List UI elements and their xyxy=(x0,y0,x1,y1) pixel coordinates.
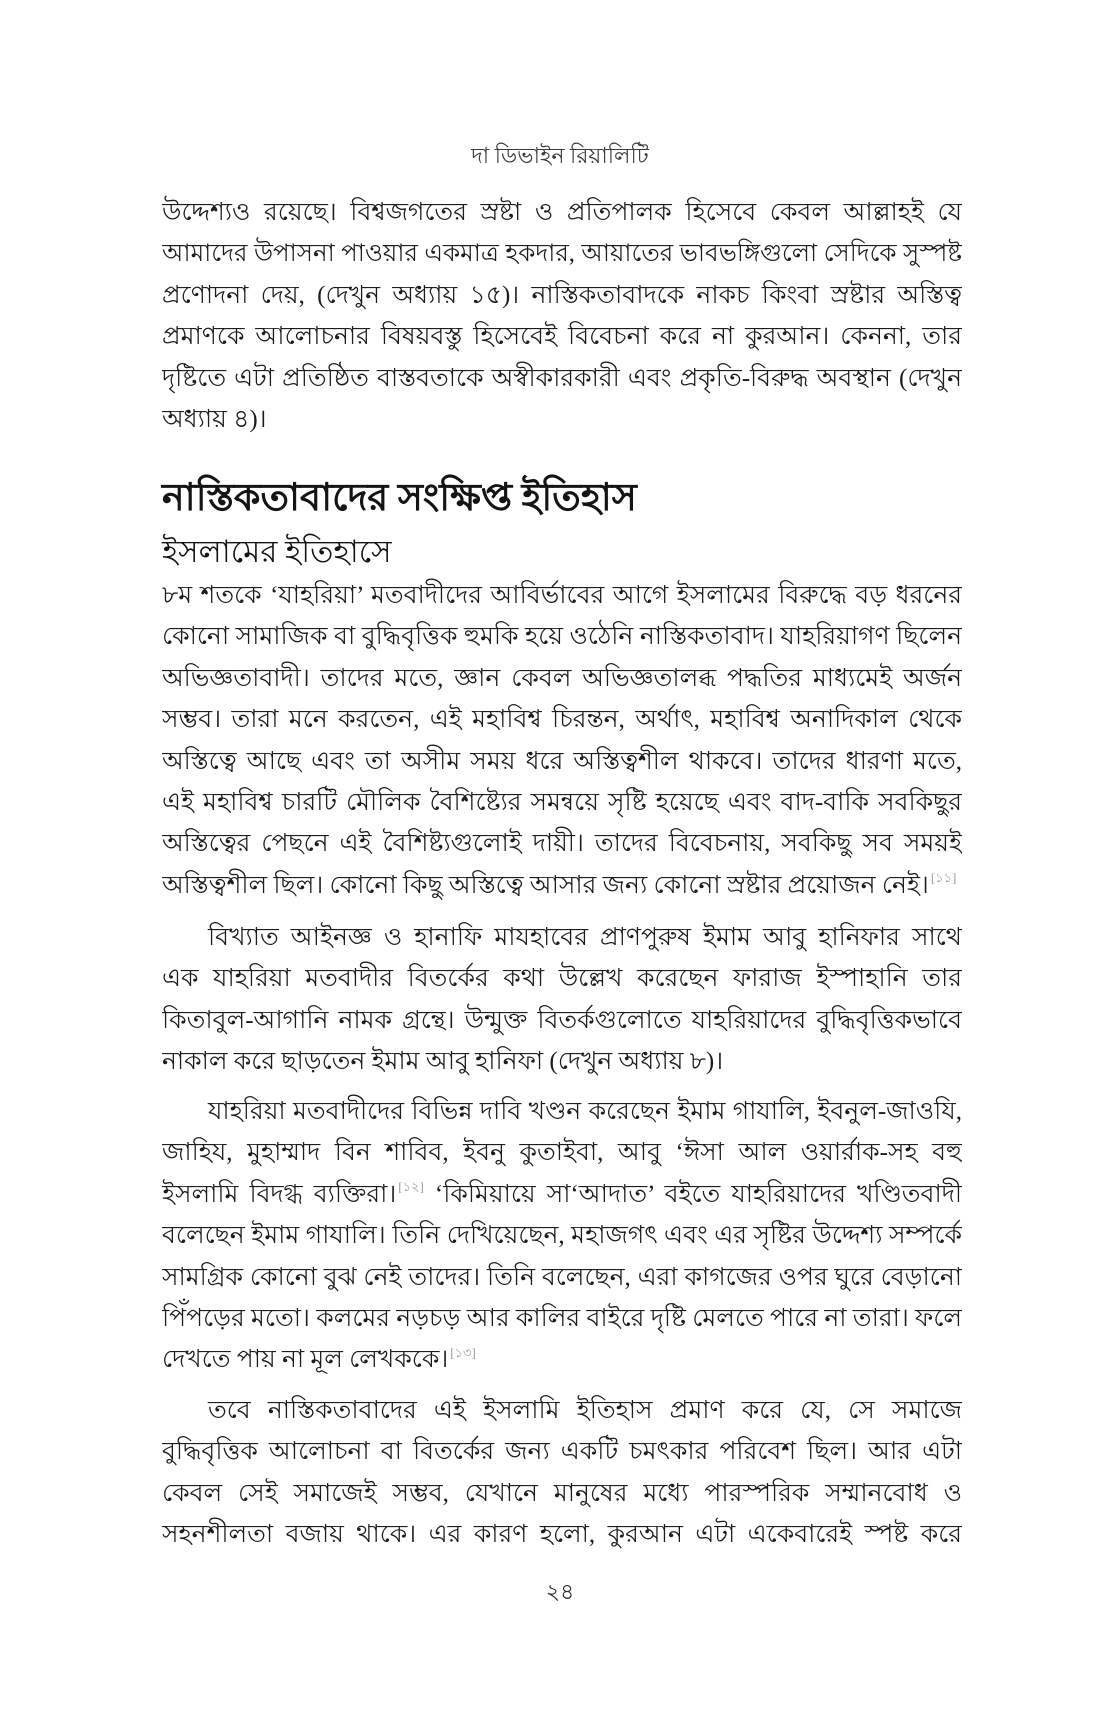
text-line: কিতাবুল-আগানি নামক গ্রন্থে। উন্মুক্ত বিতর্কগুলোতে যাহরিয়াদের বুদ্ধিবৃত্তিকভাবে xyxy=(162,1006,962,1034)
footnote-ref: [১১] xyxy=(930,870,957,886)
footnote-ref: [১২] xyxy=(398,1179,424,1195)
text-line: সামগ্রিক কোনো বুঝ নেই তাদের। তিনি বলেছেন, এরা কাগজের ওপর ঘুরে বেড়ানো xyxy=(162,1263,962,1291)
paragraph xyxy=(162,1390,962,1556)
line-text: দেখতে পায় না মূল লেখককে। xyxy=(162,1346,449,1374)
text-line: কেবল সেই সমাজেই সম্ভব, যেখানে মানুষের মধ্যে পারস্পরিক সম্মানবোধ ও xyxy=(162,1479,962,1507)
text-line: ৮ম শতকে ‘যাহরিয়া’ মতবাদীদের আবির্ভাবের আগে ইসলামের বিরুদ্ধে বড় ধরনের xyxy=(162,582,962,609)
text-line: প্রমাণকে আলোচনার বিষয়বস্তু হিসেবেই বিবেচনা করে না কুরআন। কেননা, তার xyxy=(162,323,962,351)
text-line: অস্তিত্বে আছে এবং তা অসীম সময় ধরে অস্তিত্বশীল থাকবে। তাদের ধারণা মতে, xyxy=(162,747,962,775)
paragraph xyxy=(162,575,962,906)
text-line: দৃষ্টিতে এটা প্রতিষ্ঠিত বাস্তবতাকে অস্বীকারকারী এবং প্রকৃতি-বিরুদ্ধ অবস্থান (দেখুন xyxy=(162,364,962,392)
line-text: ইসলামি বিদগ্ধ ব্যক্তিরা। xyxy=(162,1180,397,1208)
paragraph xyxy=(162,917,962,1083)
text-line: এক যাহরিয়া মতবাদীর বিতর্কের কথা উল্লেখ করেছেন ফারাজ ইস্পাহানি তার xyxy=(162,965,962,993)
text-line xyxy=(162,865,962,906)
page-number: ২৪ xyxy=(545,1579,575,1604)
text-line: পিঁপড়ের মতো। কলমের নড়চড় আর কালির বাইরে দৃষ্টি মেলতে পারে না তারা। ফলে xyxy=(162,1304,962,1332)
text-line: যাহরিয়া মতবাদীদের বিভিন্ন দাবি খণ্ডন করেছেন ইমাম গাযালি, ইবনুল-জাওযি, xyxy=(208,1098,962,1125)
subsection-heading: ইসলামের ইতিহাসে xyxy=(162,534,392,569)
paragraph xyxy=(162,1091,962,1381)
text-line: বুদ্ধিবৃত্তিক আলোচনা বা বিতর্কের জন্য একটি চমৎকার পরিবেশ ছিল। আর এটা xyxy=(162,1438,962,1466)
text-line: এই মহাবিশ্ব চারটি মৌলিক বৈশিষ্ট্যের সমন্বয়ে সৃষ্টি হয়েছে এবং বাদ-বাকি সবকিছুর xyxy=(162,788,962,816)
text-line xyxy=(162,1339,962,1380)
paragraph xyxy=(162,192,962,440)
line-text: অস্তিত্বশীল ছিল। কোনো কিছু অস্তিত্বে আসার জন্য কোনো স্রষ্টার প্রয়োজন নেই। xyxy=(162,871,929,899)
text-line: প্রণোদনা দেয়, (দেখুন অধ্যায় ১৫)। নাস্তিকতাবাদকে নাকচ কিংবা স্রষ্টার অস্তিত্ব xyxy=(162,281,962,309)
text-line: তবে নাস্তিকতাবাদের এই ইসলামি ইতিহাস প্রমাণ করে যে, সে সমাজে xyxy=(208,1397,962,1424)
text-line: কোনো সামাজিক বা বুদ্ধিবৃত্তিক হুমকি হয়ে ওঠেনি নাস্তিকতাবাদ। যাহরিয়াগণ ছিলেন xyxy=(162,623,962,651)
text-line: অধ্যায় ৪)। xyxy=(162,405,267,433)
footnote-ref: [১৩] xyxy=(450,1344,476,1360)
text-line xyxy=(162,1174,962,1215)
text-line: বিখ্যাত আইনজ্ঞ ও হানাফি মাযহাবের প্রাণপুরুষ ইমাম আবু হানিফার সাথে xyxy=(208,924,962,951)
text-line: নাকাল করে ছাড়তেন ইমাম আবু হানিফা (দেখুন অধ্যায় ৮)। xyxy=(162,1048,724,1076)
text-line: অভিজ্ঞতাবাদী। তাদের মতে, জ্ঞান কেবল অভিজ্ঞতালব্ধ পদ্ধতির মাধ্যমেই অর্জন xyxy=(162,664,962,692)
text-line: জাহিয, মুহাম্মাদ বিন শাবিব, ইবনু কুতাইবা, আবু ‘ঈসা আল ওয়ার্রাক-সহ বহু xyxy=(162,1139,962,1167)
text-line: আমাদের উপাসনা পাওয়ার একমাত্র হকদার, আয়াতের ভাবভঙ্গিগুলো সেদিকে সুস্পষ্ট xyxy=(162,240,962,268)
section-heading: নাস্তিকতাবাদের সংক্ষিপ্ত ইতিহাস xyxy=(162,477,637,519)
text-line: সম্ভব। তারা মনে করতেন, এই মহাবিশ্ব চিরন্তন, অর্থাৎ, মহাবিশ্ব অনাদিকাল থেকে xyxy=(162,706,962,734)
text-line: বলেছেন ইমাম গাযালি। তিনি দেখিয়েছেন, মহাজগৎ এবং এর সৃষ্টির উদ্দেশ্য সম্পর্কে xyxy=(162,1222,962,1250)
text-line: উদ্দেশ্যও রয়েছে। বিশ্বজগতের স্রষ্টা ও প্রতিপালক হিসেবে কেবল আল্লাহই যে xyxy=(162,199,962,226)
text-line: সহনশীলতা বজায় থাকে। এর কারণ হলো, কুরআন এটা একেবারেই স্পষ্ট করে xyxy=(162,1521,962,1549)
text-line: অস্তিত্বের পেছনে এই বৈশিষ্ট্যগুলোই দায়ী। তাদের বিবেচনায়, সবকিছু সব সময়ই xyxy=(162,830,962,858)
running-header: দা ডিভাইন রিয়ালিটি xyxy=(471,143,649,168)
line-text: ‘কিমিয়ায়ে সা‘আদাত’ বইতে যাহরিয়াদের খণ্ডিতবাদী xyxy=(434,1180,962,1208)
